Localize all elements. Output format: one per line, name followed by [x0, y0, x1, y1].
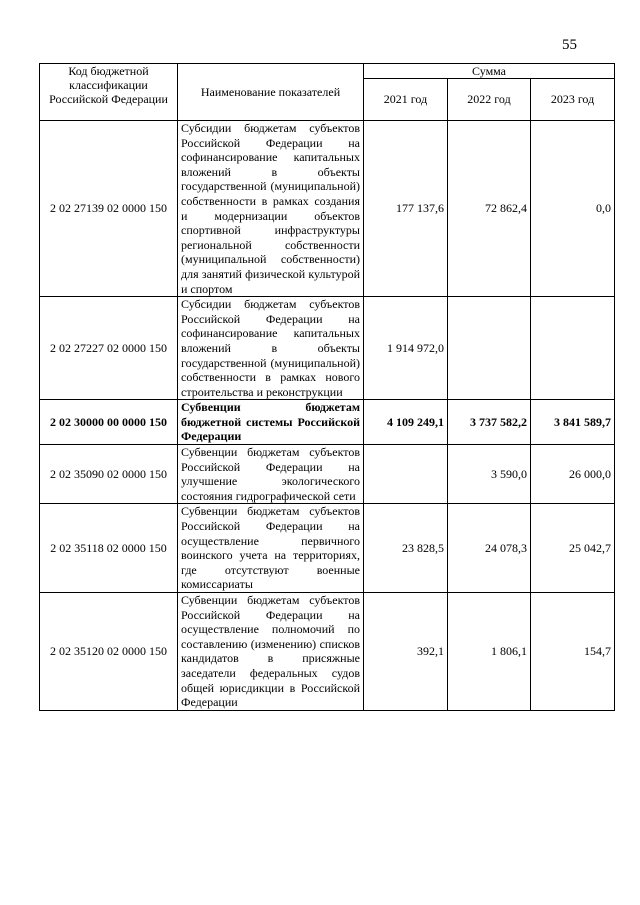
row-name: Субвенции бюджетам субъектов Российской Федерации на осуществление первичного воинского учета на территориях, где отсутствуют военные комиссариаты [178, 504, 364, 593]
row-code: 2 02 35118 02 0000 150 [40, 504, 178, 593]
row-value-2022: 3 737 582,2 [448, 400, 531, 445]
row-value-2023: 25 042,7 [531, 504, 615, 593]
row-value-2022: 1 806,1 [448, 593, 531, 711]
row-name: Субвенции бюджетам бюджетной системы Российской Федерации [178, 400, 364, 445]
row-value-2023 [531, 297, 615, 400]
budget-table [39, 63, 615, 711]
table-row [40, 504, 615, 593]
page-number: 55 [562, 37, 577, 53]
row-value-2023: 26 000,0 [531, 445, 615, 504]
table-row [40, 593, 615, 711]
table-row [40, 121, 615, 297]
header-sum: Сумма [364, 64, 615, 79]
row-code: 2 02 30000 00 0000 150 [40, 400, 178, 445]
row-value-2021: 392,1 [364, 593, 448, 711]
row-value-2022: 72 862,4 [448, 121, 531, 297]
row-name: Субвенции бюджетам субъектов Российской Федерации на улучшение экологического состояния гидрографической сети [178, 445, 364, 504]
header-name: Наименование показателей [178, 64, 364, 121]
row-value-2021: 23 828,5 [364, 504, 448, 593]
row-value-2023: 0,0 [531, 121, 615, 297]
row-name: Субвенции бюджетам субъектов Российской Федерации на осуществление полномочий по составлению (изменению) списков кандидатов в присяжные заседатели федеральных судов общей юрисдикции в Российской Федерации [178, 593, 364, 711]
row-value-2021: 177 137,6 [364, 121, 448, 297]
table-row [40, 297, 615, 400]
row-value-2021: 1 914 972,0 [364, 297, 448, 400]
header-year-2023: 2023 год [531, 79, 615, 121]
row-code: 2 02 35090 02 0000 150 [40, 445, 178, 504]
header-year-2021: 2021 год [364, 79, 448, 121]
row-name: Субсидии бюджетам субъектов Российской Федерации на софинансирование капитальных вложений в объекты государственной (муниципальной) собственности в рамках создания и модернизации объектов спортивной инфраструктуры региональной собственности (муниципальной собственности) для занятий физической культурой и спортом [178, 121, 364, 297]
row-value-2023: 3 841 589,7 [531, 400, 615, 445]
row-code: 2 02 35120 02 0000 150 [40, 593, 178, 711]
row-value-2022 [448, 297, 531, 400]
row-code: 2 02 27139 02 0000 150 [40, 121, 178, 297]
row-value-2022: 3 590,0 [448, 445, 531, 504]
row-value-2021 [364, 445, 448, 504]
header-year-2022: 2022 год [448, 79, 531, 121]
row-name: Субсидии бюджетам субъектов Российской Федерации на софинансирование капитальных вложений в объекты государственной (муниципальной) собственности в рамках нового строительства и реконструкции [178, 297, 364, 400]
header-code: Код бюджетной классификации Российской Федерации [40, 64, 178, 121]
row-value-2023: 154,7 [531, 593, 615, 711]
table-row-total [40, 400, 615, 445]
row-code: 2 02 27227 02 0000 150 [40, 297, 178, 400]
row-value-2021: 4 109 249,1 [364, 400, 448, 445]
table-row [40, 445, 615, 504]
row-value-2022: 24 078,3 [448, 504, 531, 593]
